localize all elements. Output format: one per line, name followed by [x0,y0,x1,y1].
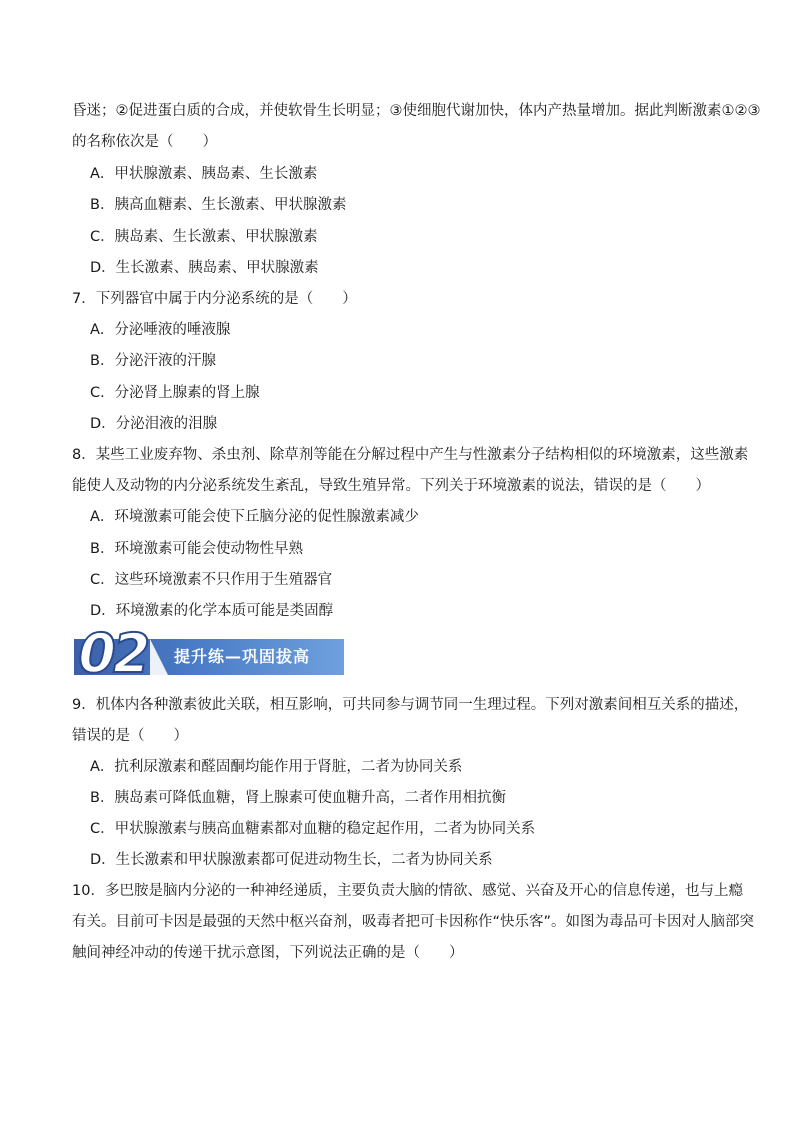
q8-option-b: B．环境激素可能会使动物性早熟 [90,541,303,557]
q9-option-c: C．甲状腺激素与胰高血糖素都对血糖的稳定起作用，二者为协同关系 [90,821,536,837]
section-title: 提升练—巩固拔高 [174,647,311,666]
q7-stem: 7．下列器官中属于内分泌系统的是（ ） [72,291,357,307]
q7-option-c: C．分泌肾上腺素的肾上腺 [90,385,260,401]
q8-stem-line-1: 8．某些工业废弃物、杀虫剂、除草剂等能在分解过程中产生与性激素分子结构相似的环境激素，这些激素 [72,447,749,463]
q8-option-a: A．环境激素可能会使下丘脑分泌的促性腺激素减少 [90,509,419,525]
q6-option-b: B．胰高血糖素、生长激素、甲状腺激素 [90,197,347,213]
q7-option-d: D．分泌泪液的泪腺 [90,416,218,432]
q9-option-a: A．抗利尿激素和醛固酮均能作用于肾脏，二者为协同关系 [90,759,463,775]
section-number: 02 [72,622,153,685]
q6-continuation-line-1: 昏迷；②促进蛋白质的合成，并使软骨生长明显；③使细胞代谢加快，体内产热量增加。据此判断激素①②③ [72,103,761,119]
q6-continuation-line-2: 的名称依次是（ ） [72,134,217,150]
q9-option-b: B．胰岛素可降低血糖，肾上腺素可使血糖升高，二者作用相抗衡 [90,790,506,806]
q10-stem-line-1: 10．多巴胺是脑内分泌的一种神经递质，主要负责大脑的情欲、感觉、兴奋及开心的信息传递，也与上瘾 [72,883,743,899]
q8-stem-line-2: 能使人及动物的内分泌系统发生紊乱，导致生殖异常。下列关于环境激素的说法，错误的是（ ） [72,478,710,494]
q6-option-d: D．生长激素、胰岛素、甲状腺激素 [90,260,319,276]
q9-option-d: D．生长激素和甲状腺激素都可促进动物生长，二者为协同关系 [90,852,493,868]
q10-stem-line-2: 有关。目前可卡因是最强的天然中枢兴奋剂，吸毒者把可卡因称作“快乐客”。如图为毒品可卡因对人脑部突 [72,914,755,930]
section-banner [72,622,344,685]
q7-option-a: A．分泌唾液的唾液腺 [90,322,231,338]
q7-option-b: B．分泌汗液的汗腺 [90,353,216,369]
q9-stem-line-2: 错误的是（ ） [72,728,188,744]
banner-divider-shape [150,639,168,675]
q9-stem-line-1: 9．机体内各种激素彼此关联，相互影响，可共同参与调节同一生理过程。下列对激素间相互关系的描述， [72,697,749,713]
q10-stem-line-3: 触间神经冲动的传递干扰示意图，下列说法正确的是（ ） [72,945,464,961]
q6-option-a: A．甲状腺激素、胰岛素、生长激素 [90,166,318,182]
q8-option-d: D．环境激素的化学本质可能是类固醇 [90,603,334,619]
q8-option-c: C．这些环境激素不只作用于生殖器官 [90,572,333,588]
q6-option-c: C．胰岛素、生长激素、甲状腺激素 [90,229,318,245]
